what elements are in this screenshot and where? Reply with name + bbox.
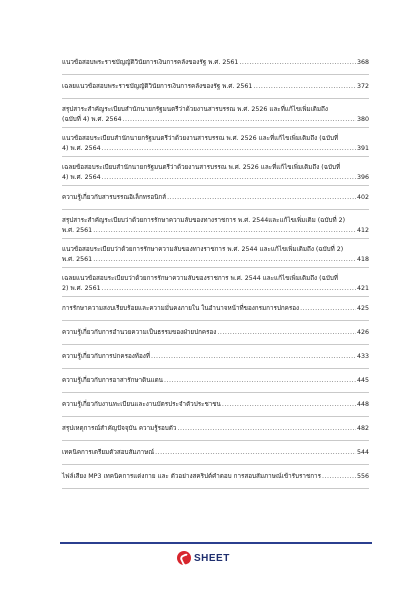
toc-entry[interactable] xyxy=(62,297,369,321)
toc-page-number: 418 xyxy=(356,255,369,263)
toc-entry-title: เฉลยแนวข้อสอบพระราชบัญญัติวินัยการเงินการคลังของรัฐ พ.ศ. 2561 xyxy=(62,83,253,90)
footer-divider xyxy=(60,542,372,544)
toc-entry[interactable] xyxy=(62,128,369,157)
toc-entry-title-cont: พ.ศ. 2561 xyxy=(62,255,93,263)
toc-leader xyxy=(102,284,356,294)
toc-entry-title-cont: พ.ศ. 2561 xyxy=(62,226,93,234)
toc-entry[interactable] xyxy=(62,268,369,297)
toc-entry[interactable] xyxy=(62,441,369,465)
toc-entry[interactable] xyxy=(62,465,369,489)
toc-entry[interactable] xyxy=(62,417,369,441)
toc-entry[interactable] xyxy=(62,51,369,75)
toc-leader xyxy=(155,448,356,458)
toc-leader xyxy=(164,376,356,386)
toc-entry-title: แนวข้อสอบระเบียบสำนักนายกรัฐมนตรีว่าด้วยงานสารบรรณ พ.ศ. 2526 และที่แก้ไขเพิ่มเติมถึง (ฉบับที่ xyxy=(62,135,339,142)
toc-page-number: 380 xyxy=(356,115,369,123)
toc-entry-title: สรุปสาระสำคัญระเบียบว่าด้วยการรักษาความลับของทางราชการ พ.ศ. 2544และแก้ไขเพิ่มเติม (ฉบับที่ 2) xyxy=(62,217,346,224)
toc-leader xyxy=(151,352,356,362)
toc-entry-title: ความรู้เกี่ยวกับการอำนวยความเป็นธรรมของฝ่ายปกครอง xyxy=(62,329,217,336)
toc-leader xyxy=(322,472,356,482)
toc-page-number: 372 xyxy=(356,83,369,90)
toc-entry[interactable] xyxy=(62,75,369,99)
toc-page-number: 433 xyxy=(356,353,369,360)
toc-entry[interactable] xyxy=(62,99,369,128)
toc-leader xyxy=(222,400,356,410)
toc-entry[interactable] xyxy=(62,369,369,393)
toc-entry[interactable] xyxy=(62,321,369,345)
toc-entry-title: แนวข้อสอบระเบียบว่าด้วยการรักษาความลับของทางราชการ พ.ศ. 2544 และแก้ไขเพิ่มเติมถึง (ฉบับที่ 2) xyxy=(62,246,344,253)
toc-entry-title-cont: 4) พ.ศ. 2564 xyxy=(62,173,101,181)
toc-entry[interactable] xyxy=(62,345,369,369)
toc-entry[interactable] xyxy=(62,186,369,210)
toc-leader xyxy=(300,304,356,314)
sheet-store-logo-icon xyxy=(177,551,191,565)
toc-entry-title: สรุปเหตุการณ์สำคัญปัจจุบัน ความรู้รอบตัว xyxy=(62,425,177,432)
toc-leader xyxy=(102,144,356,154)
toc-leader xyxy=(253,82,356,92)
toc-leader xyxy=(93,255,356,265)
toc-entry[interactable] xyxy=(62,239,369,268)
toc-entry-title: ความรู้เกี่ยวกับการปกครองท้องที่ xyxy=(62,353,150,360)
toc-leader xyxy=(217,328,356,338)
toc-entry-title: เทคนิคการเตรียมตัวสอบสัมภาษณ์ xyxy=(62,449,155,456)
toc-entry-title: ความรู้เกี่ยวกับการอาสารักษาดินแดน xyxy=(62,377,163,384)
toc-entry[interactable] xyxy=(62,393,369,417)
toc-page-number: 396 xyxy=(356,173,369,181)
toc-leader xyxy=(123,115,356,125)
toc-page-number: 482 xyxy=(356,425,369,432)
toc-leader xyxy=(102,173,356,183)
toc-page-number: 544 xyxy=(356,449,369,456)
toc-page-number: 556 xyxy=(356,473,369,480)
toc-page-number: 402 xyxy=(356,194,369,201)
toc-entry-title: ไฟล์เสียง MP3 เทคนิคการแต่งกาย และ ตัวอย่างสคริปต์คำตอบ การสอบสัมภาษณ์เข้ารับราชการ xyxy=(62,473,321,480)
toc-entry-title-cont: (ฉบับที่ 4) พ.ศ. 2564 xyxy=(62,115,122,123)
toc-entry[interactable] xyxy=(62,157,369,186)
toc-leader xyxy=(93,226,356,236)
logo-text: SHEET xyxy=(194,552,230,564)
toc-page-number: 445 xyxy=(356,377,369,384)
toc-entry[interactable] xyxy=(62,210,369,239)
toc-entry-title: การรักษาความสงบเรียบร้อยและความมั่นคงภายใน ในอำนาจหน้าที่ของกรมการปกครอง xyxy=(62,305,300,312)
toc-entry-title: ความรู้เกี่ยวกับงานทะเบียนและงานบัตรประจำตัวประชาชน xyxy=(62,401,221,408)
toc-leader xyxy=(239,58,356,68)
toc-entry-title: แนวข้อสอบพระราชบัญญัติวินัยการเงินการคลังของรัฐ พ.ศ. 2561 xyxy=(62,59,239,66)
toc-page-number: 412 xyxy=(356,226,369,234)
toc-entry-title: เฉลยข้อสอบระเบียบสำนักนายกรัฐมนตรีว่าด้วยงานสารบรรณ พ.ศ. 2526 และที่แก้ไขเพิ่มเติมถึง (ฉบับที่ xyxy=(62,164,341,171)
toc-entry-title-cont: 2) พ.ศ. 2561 xyxy=(62,284,101,292)
toc-entry-title: เฉลยแนวข้อสอบระเบียบว่าด้วยการรักษาความลับของราชการ พ.ศ. 2544 และแก้ไขเพิ่มเติมถึง (ฉบับที่ xyxy=(62,275,339,282)
toc-entry-title: ความรู้เกี่ยวกับสารบรรณอิเล็กทรอนิกส์ xyxy=(62,194,167,201)
toc-page-number: 425 xyxy=(356,305,369,312)
toc-leader xyxy=(167,193,356,203)
toc-page-number: 421 xyxy=(356,284,369,292)
toc-page-number: 368 xyxy=(356,59,369,66)
publisher-logo xyxy=(177,551,230,565)
table-of-contents xyxy=(62,51,369,489)
toc-entry-title-cont: 4) พ.ศ. 2564 xyxy=(62,144,101,152)
toc-page-number: 426 xyxy=(356,329,369,336)
toc-leader xyxy=(177,424,356,434)
toc-entry-title: สรุปสาระสำคัญระเบียบสำนักนายกรัฐมนตรีว่าด้วยงานสารบรรณ พ.ศ. 2526 และที่แก้ไขเพิ่มเติมถึง xyxy=(62,106,328,113)
toc-page-number: 391 xyxy=(356,144,369,152)
toc-page-number: 448 xyxy=(356,401,369,408)
